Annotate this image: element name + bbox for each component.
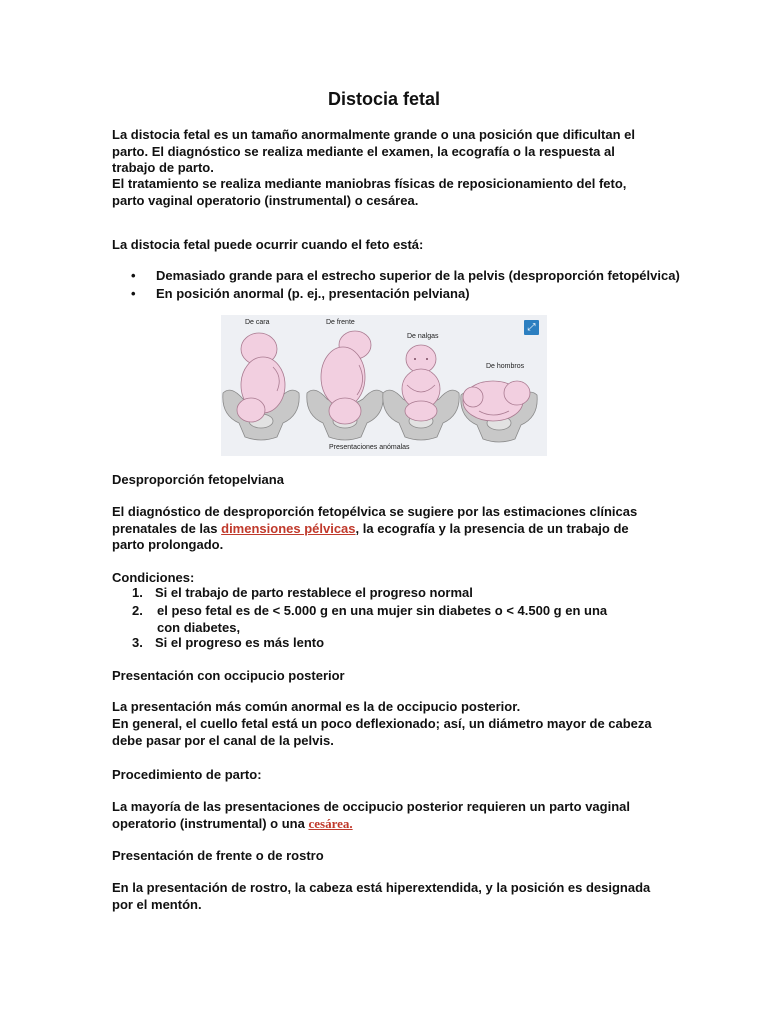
section-heading-occipucio: Presentación con occipucio posterior <box>112 668 345 683</box>
label-de-nalgas: De nalgas <box>407 333 439 340</box>
page-title: Distocia fetal <box>327 89 441 109</box>
section2-paragraph-2: En general, el cuello fetal está un poco deflexionado; así, un diámetro mayor de cabeza debe pasar por el canal de la pelvis. <box>112 716 652 748</box>
cesarea-link[interactable]: cesárea. <box>308 815 353 831</box>
section-heading-desproporcion: Desproporción fetopelviana <box>112 472 284 487</box>
expand-icon[interactable]: ⤢ <box>524 320 539 335</box>
section-heading-frente-rostro: Presentación de frente o de rostro <box>112 848 324 863</box>
presentations-illustration <box>221 315 547 456</box>
dimensiones-pelvicas-link[interactable]: dimensiones pélvicas <box>221 520 356 536</box>
section3-paragraph: En la presentación de rostro, la cabeza está hiperextendida, y la posición es designada por el mentón. <box>112 880 651 912</box>
section1-paragraph: El diagnóstico de desproporción fetopélvica se sugiere por las estimaciones clínicas prenatales de las dimensiones pélvicas, la ecografía y la presencia de un trabajo de parto prolongado. <box>112 504 638 552</box>
procedure-paragraph: La mayoría de las presentaciones de occipucio posterior requieren un parto vaginal operatorio (instrumental) o una cesárea. <box>112 799 630 831</box>
bullet-icon: • <box>131 268 136 283</box>
document-page: Distocia fetal La distocia fetal es un tamaño anormalmente grande o una posición que dificultan el parto. El diagnóstico se realiza mediante el examen, la ecografía o la respuesta al trabajo de parto. El tratamiento se realiza mediante maniobras físicas de reposicionamiento del feto, parto vaginal operatorio (instrumental) o cesárea. La distocia fetal puede ocurrir cuando el feto está: • Demasiado grande para el estrecho superior de la pelvis (desproporción fetopélvica) • En posición anormal (p. ej., presentación pelviana) De cara De frente De nalgas De hombros Presentaciones anómalas ⤢ Desproporción fetopelviana El diagnóstico de desproporción fetopélvica se sugiere por las estimaciones clínicas prenatales de las dimensiones pélvicas, la ecografía y la presencia de un trabajo de parto prolongado. Condiciones: 1. Si el trabajo de parto restablece el progreso normal 2. el peso fetal es de < 5.000 g en una mujer sin diabetes o < 4.500 g en una con diabetes, 3. Si el progreso es más lento Presentación con occipucio posterior La presentación más común anormal es la de occipucio posterior. En general, el cuello fetal está un poco deflexionado; así, un diámetro mayor de cabeza debe pasar por el canal de la pelvis. Procedimiento de parto: La mayoría de las presentaciones de occipucio posterior requieren un parto vaginal operatorio (instrumental) o una cesárea. Presentación de frente o de rostro En la presentación de rostro, la cabeza está hiperextendida, y la posición es designada por el mentón. <box>0 0 768 1024</box>
intro-paragraph-1: La distocia fetal es un tamaño anormalmente grande o una posición que dificultan el parto. El diagnóstico se realiza mediante el examen, la ecografía o la respuesta al trabajo de parto. <box>112 127 635 175</box>
intro-paragraph-2: El tratamiento se realiza mediante maniobras físicas de reposicionamiento del feto, parto vaginal operatorio (instrumental) o cesárea. <box>112 176 627 208</box>
label-de-hombros: De hombros <box>486 363 525 370</box>
label-de-cara: De cara <box>245 319 270 326</box>
procedure-label: Procedimiento de parto: <box>112 767 262 782</box>
label-de-frente: De frente <box>326 319 355 326</box>
fetus-breech <box>402 345 440 421</box>
occurs-intro: La distocia fetal puede ocurrir cuando el feto está: <box>112 237 424 252</box>
figure-caption: Presentaciones anómalas <box>329 444 410 451</box>
section2-paragraph-1: La presentación más común anormal es la de occipucio posterior. <box>112 699 521 714</box>
presentations-figure <box>221 315 547 456</box>
bullet-icon: • <box>131 286 136 301</box>
conditions-label: Condiciones: <box>112 570 195 585</box>
